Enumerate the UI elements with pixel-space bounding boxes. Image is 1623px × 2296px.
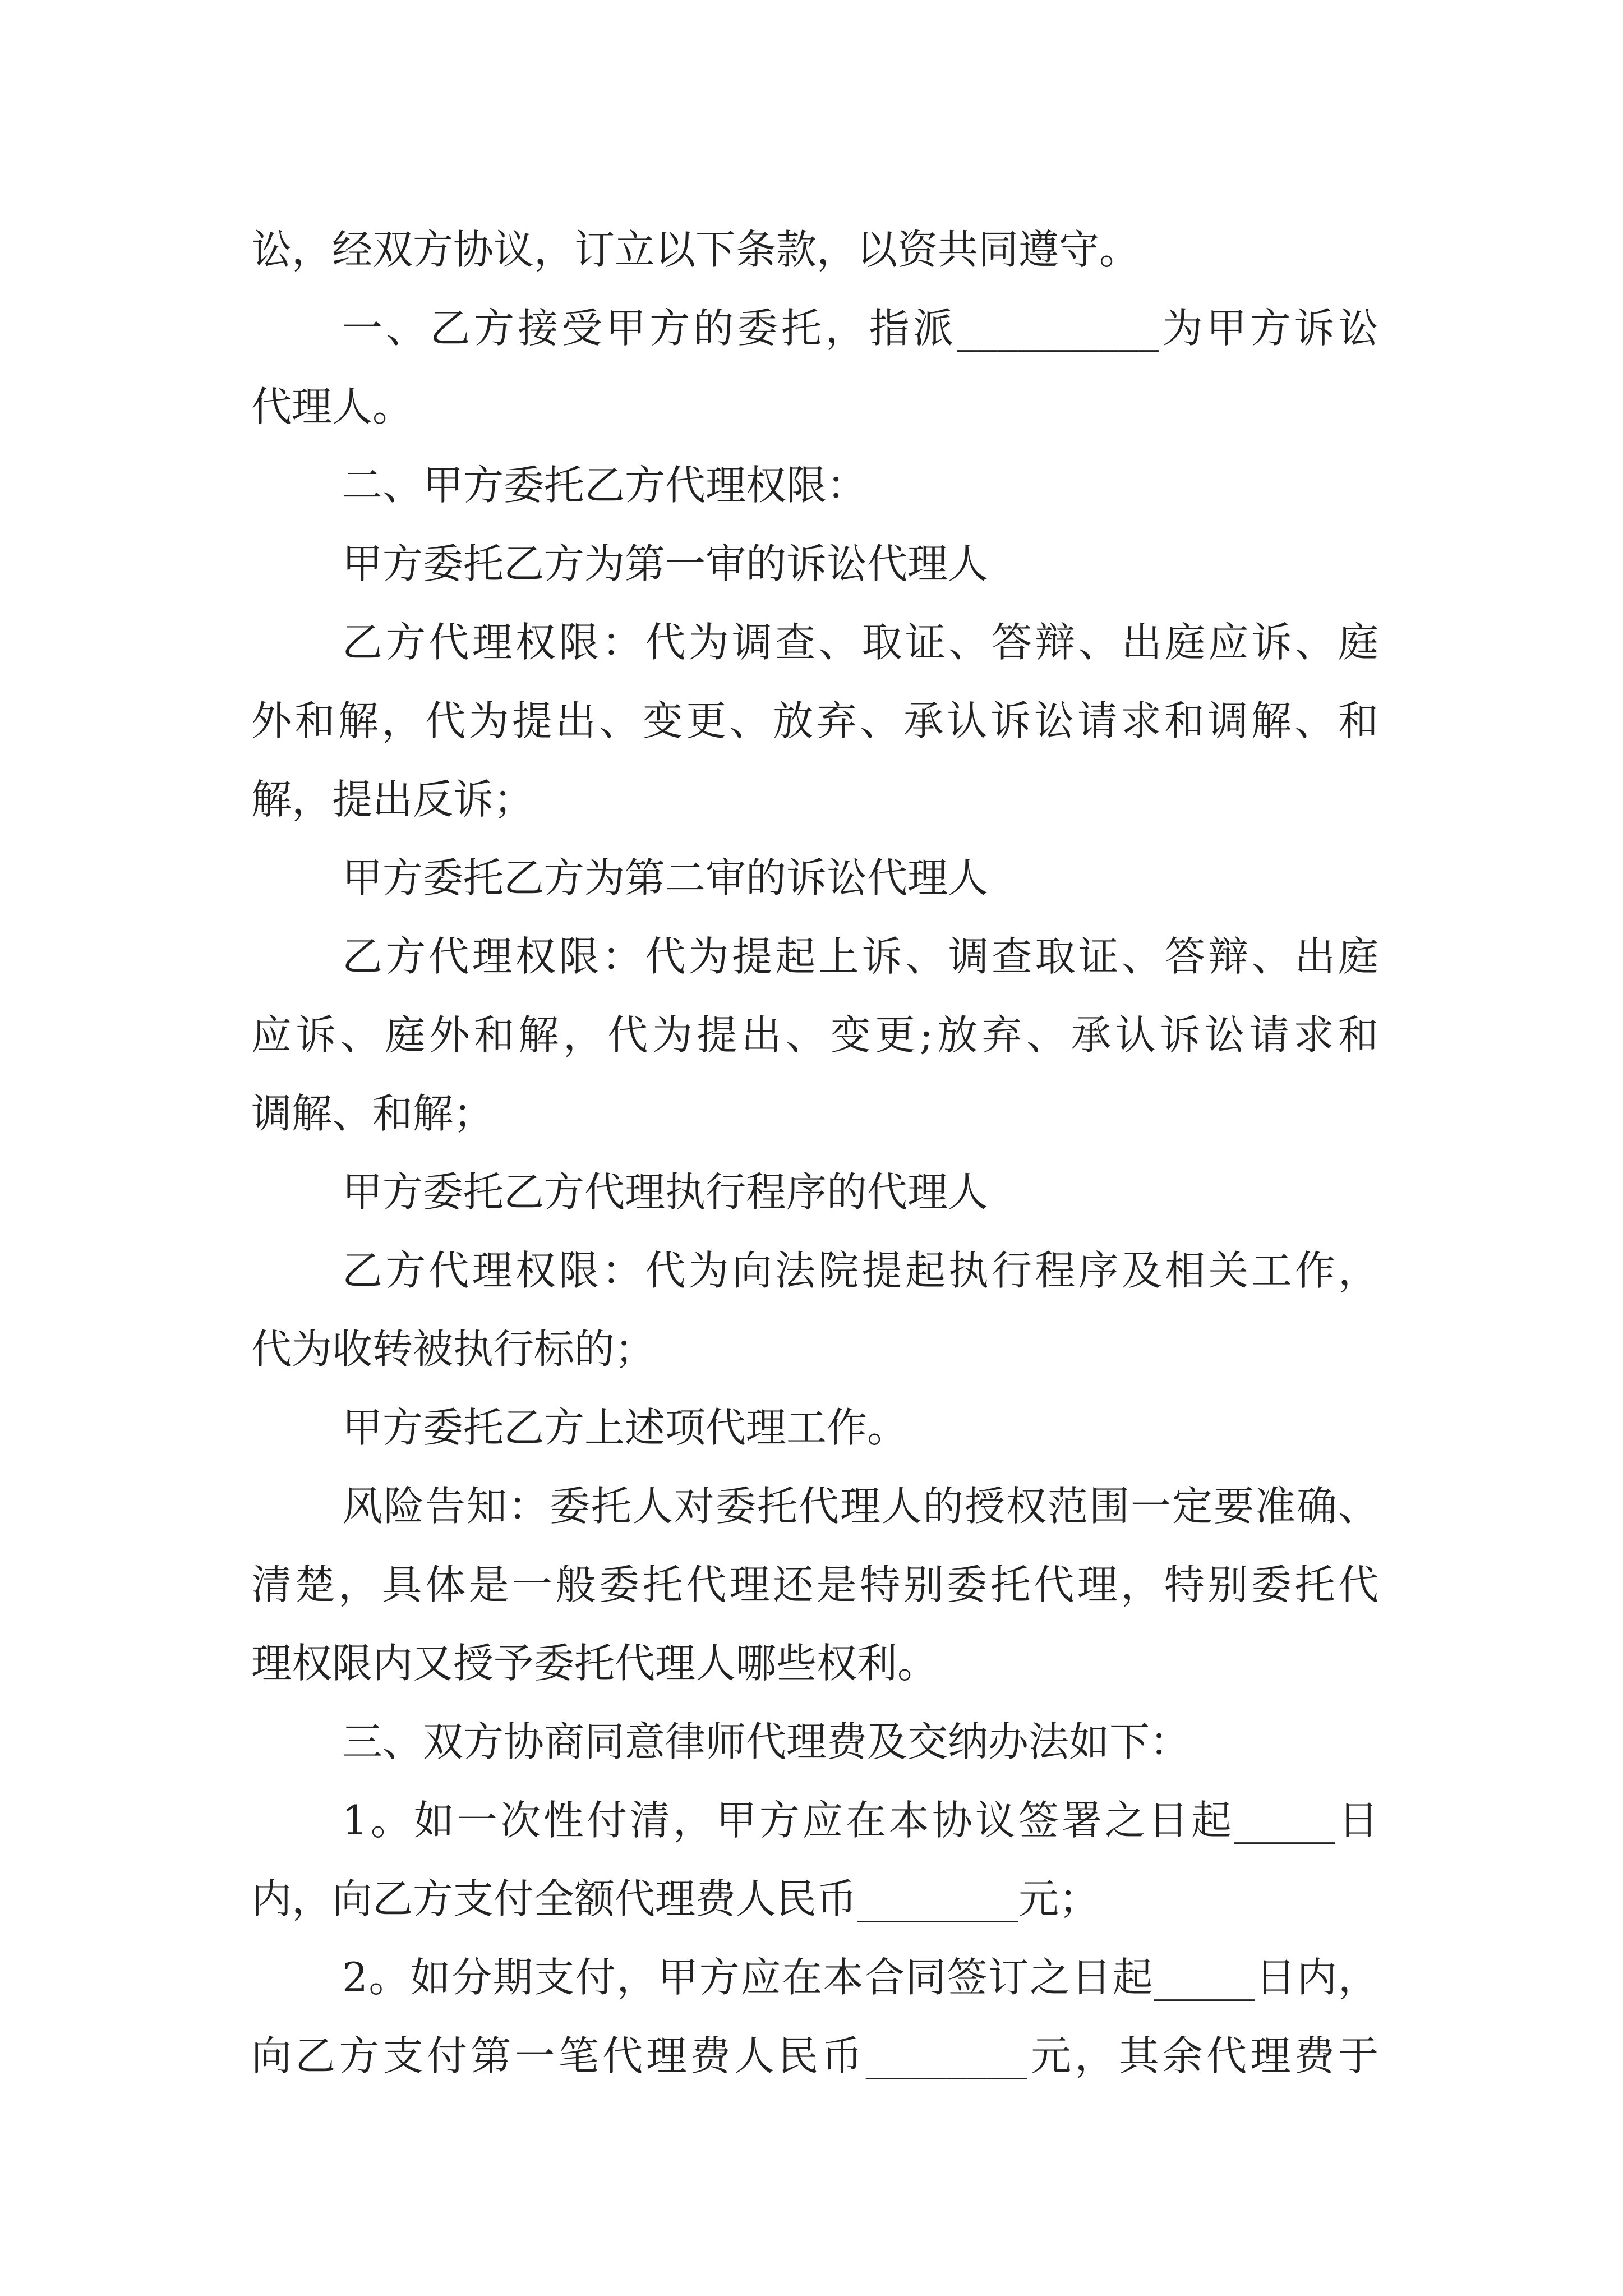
text-line: 二、甲方委托乙方代理权限： [342, 462, 868, 509]
text-line: 讼，经双方协议，订立以下条款，以资共同遵守。 [251, 226, 1140, 273]
text-line: 乙方代理权限：代为向法院提起执行程序及相关工作， [342, 1247, 1378, 1294]
text-line: 1。如一次性付清，甲方应在本协议签署之日起_____日 [342, 1797, 1378, 1844]
text-line: 向乙方支付第一笔代理费人民币________元，其余代理费于 [251, 2032, 1378, 2079]
text-line: 一、乙方接受甲方的委托，指派__________为甲方诉讼 [342, 305, 1378, 352]
text-line: 2。如分期支付，甲方应在本合同签订之日起_____日内， [342, 1954, 1378, 2001]
text-line: 代理人。 [251, 383, 413, 430]
text-line: 风险告知：委托人对委托代理人的授权范围一定要准确、 [342, 1483, 1378, 1530]
text-line: 清楚，具体是一般委托代理还是特别委托代理，特别委托代 [251, 1561, 1378, 1608]
text-line: 外和解，代为提出、变更、放弃、承认诉讼请求和调解、和 [251, 697, 1378, 744]
text-line: 乙方代理权限：代为调查、取证、答辩、出庭应诉、庭 [342, 619, 1378, 666]
document-body [251, 210, 1378, 2095]
text-line: 理权限内又授予委托代理人哪些权利。 [251, 1640, 938, 1687]
text-line: 甲方委托乙方上述项代理工作。 [342, 1404, 908, 1451]
text-line: 调解、和解； [251, 1090, 494, 1137]
text-line: 甲方委托乙方为第一审的诉讼代理人 [342, 540, 989, 587]
text-line: 应诉、庭外和解，代为提出、变更;放弃、承认诉讼请求和 [251, 1011, 1378, 1059]
text-line: 三、双方协商同意律师代理费及交纳办法如下： [342, 1718, 1191, 1765]
text-line: 乙方代理权限：代为提起上诉、调查取证、答辩、出庭 [342, 933, 1378, 980]
text-line: 代为收转被执行标的； [251, 1326, 656, 1373]
text-line: 甲方委托乙方为第二审的诉讼代理人 [342, 854, 989, 901]
text-line: 甲方委托乙方代理执行程序的代理人 [342, 1168, 989, 1216]
text-line: 内，向乙方支付全额代理费人民币________元； [251, 1875, 1100, 1922]
text-line: 解，提出反诉； [251, 776, 534, 823]
